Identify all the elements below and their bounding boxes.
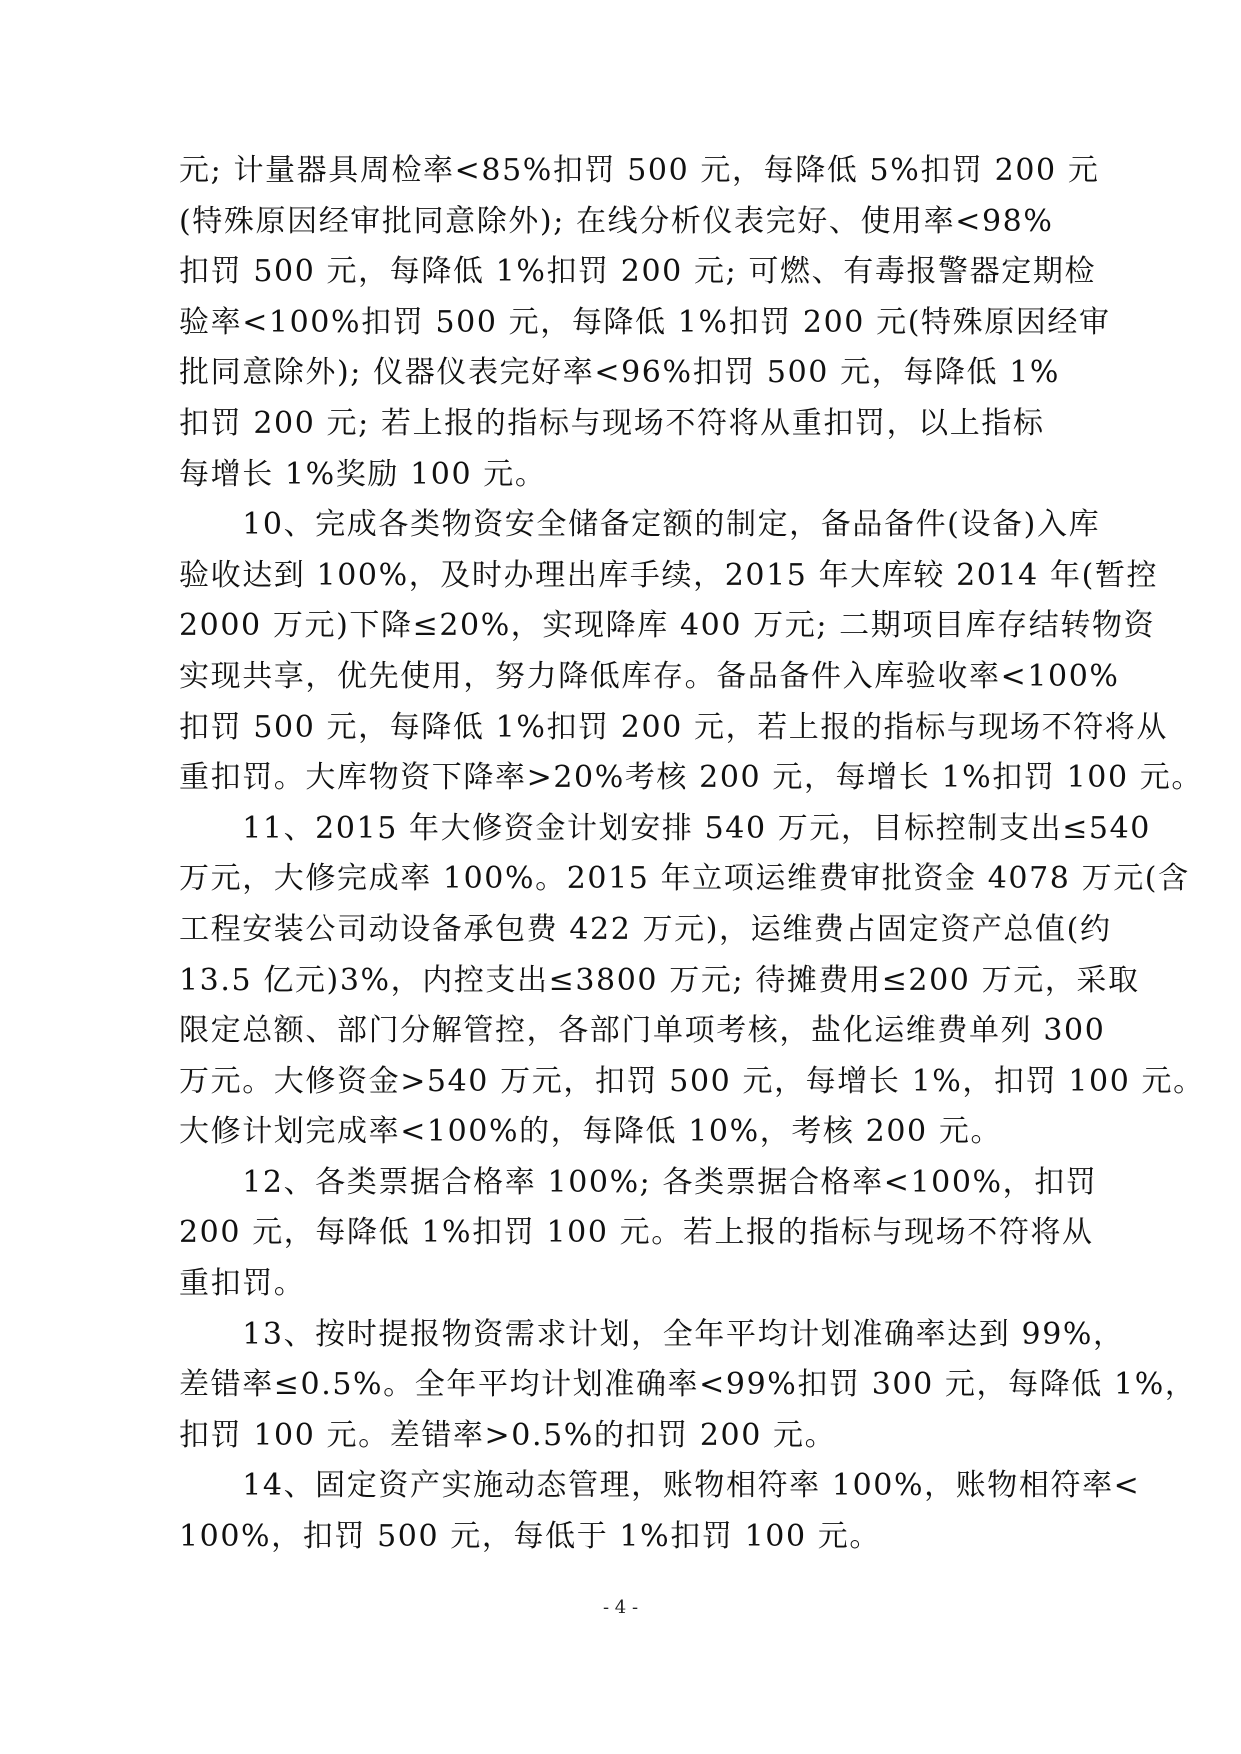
text-line: (特殊原因经审批同意除外); 在线分析仪表完好、使用率<98% bbox=[179, 203, 1054, 239]
text-line: 扣罚 200 元; 若上报的指标与现场不符将从重扣罚，以上指标 bbox=[179, 405, 1045, 441]
text-line: 元; 计量器具周检率<85%扣罚 500 元，每降低 5%扣罚 200 元 bbox=[179, 153, 1100, 188]
text-line: 扣罚 500 元，每降低 1%扣罚 200 元，若上报的指标与现场不符将从 bbox=[179, 709, 1168, 745]
text-line: 万元，大修完成率 100%。2015 年立项运维费审批资金 4078 万元(含 bbox=[179, 861, 1190, 897]
text-line: 限定总额、部门分解管控，各部门单项考核，盐化运维费单列 300 bbox=[179, 1013, 1106, 1049]
text-line: 实现共享，优先使用，努力降低库存。备品备件入库验收率<100% bbox=[179, 658, 1120, 694]
paragraph-12 bbox=[179, 1158, 1098, 1310]
text-line: 批同意除外); 仪器仪表完好率<96%扣罚 500 元，每降低 1% bbox=[179, 355, 1061, 391]
text-line: 11、2015 年大修资金计划安排 540 万元，目标控制支出≤540 bbox=[179, 810, 1151, 846]
text-line: 大修计划完成率<100%的，每降低 10%，考核 200 元。 bbox=[179, 1114, 1003, 1150]
text-line: 100%，扣罚 500 元，每低于 1%扣罚 100 元。 bbox=[179, 1519, 881, 1555]
text-line: 重扣罚。 bbox=[179, 1266, 306, 1302]
paragraph-14 bbox=[179, 1461, 1141, 1562]
paragraph-10 bbox=[179, 500, 1204, 804]
text-line: 差错率≤0.5%。全年平均计划准确率<99%扣罚 300 元，每降低 1%， bbox=[179, 1367, 1197, 1403]
text-line: 13.5 亿元)3%，内控支出≤3800 万元; 待摊费用≤200 万元，采取 bbox=[179, 962, 1140, 998]
text-line: 重扣罚。大库物资下降率>20%考核 200 元，每增长 1%扣罚 100 元。 bbox=[179, 760, 1204, 796]
text-line: 200 元，每降低 1%扣罚 100 元。若上报的指标与现场不符将从 bbox=[179, 1215, 1094, 1251]
text-line: 13、按时提报物资需求计划，全年平均计划准确率达到 99%， bbox=[179, 1316, 1125, 1352]
paragraph-9-continued bbox=[179, 146, 1111, 500]
paragraph-11 bbox=[179, 804, 1205, 1158]
document-body bbox=[179, 146, 1205, 1563]
text-line: 扣罚 500 元，每降低 1%扣罚 200 元; 可燃、有毒报警器定期检 bbox=[179, 254, 1097, 290]
text-line: 万元。大修资金>540 万元，扣罚 500 元，每增长 1%，扣罚 100 元。 bbox=[179, 1063, 1205, 1099]
text-line: 工程安装公司动设备承包费 422 万元)，运维费占固定资产总值(约 bbox=[179, 911, 1112, 947]
text-line: 14、固定资产实施动态管理，账物相符率 100%，账物相符率< bbox=[179, 1468, 1141, 1504]
text-line: 每增长 1%奖励 100 元。 bbox=[179, 456, 547, 492]
paragraph-13 bbox=[179, 1310, 1197, 1462]
text-line: 验率<100%扣罚 500 元，每降低 1%扣罚 200 元(特殊原因经审 bbox=[179, 304, 1111, 340]
text-line: 2000 万元)下降≤20%，实现降库 400 万元; 二期项目库存结转物资 bbox=[179, 608, 1156, 644]
text-line: 验收达到 100%，及时办理出库手续，2015 年大库较 2014 年(暂控 bbox=[179, 557, 1159, 593]
text-line: 12、各类票据合格率 100%; 各类票据合格率<100%，扣罚 bbox=[179, 1164, 1098, 1200]
page-number: - 4 - bbox=[602, 1597, 639, 1618]
text-line: 10、完成各类物资安全储备定额的制定，备品备件(设备)入库 bbox=[179, 507, 1101, 543]
text-line: 扣罚 100 元。差错率>0.5%的扣罚 200 元。 bbox=[179, 1417, 837, 1453]
